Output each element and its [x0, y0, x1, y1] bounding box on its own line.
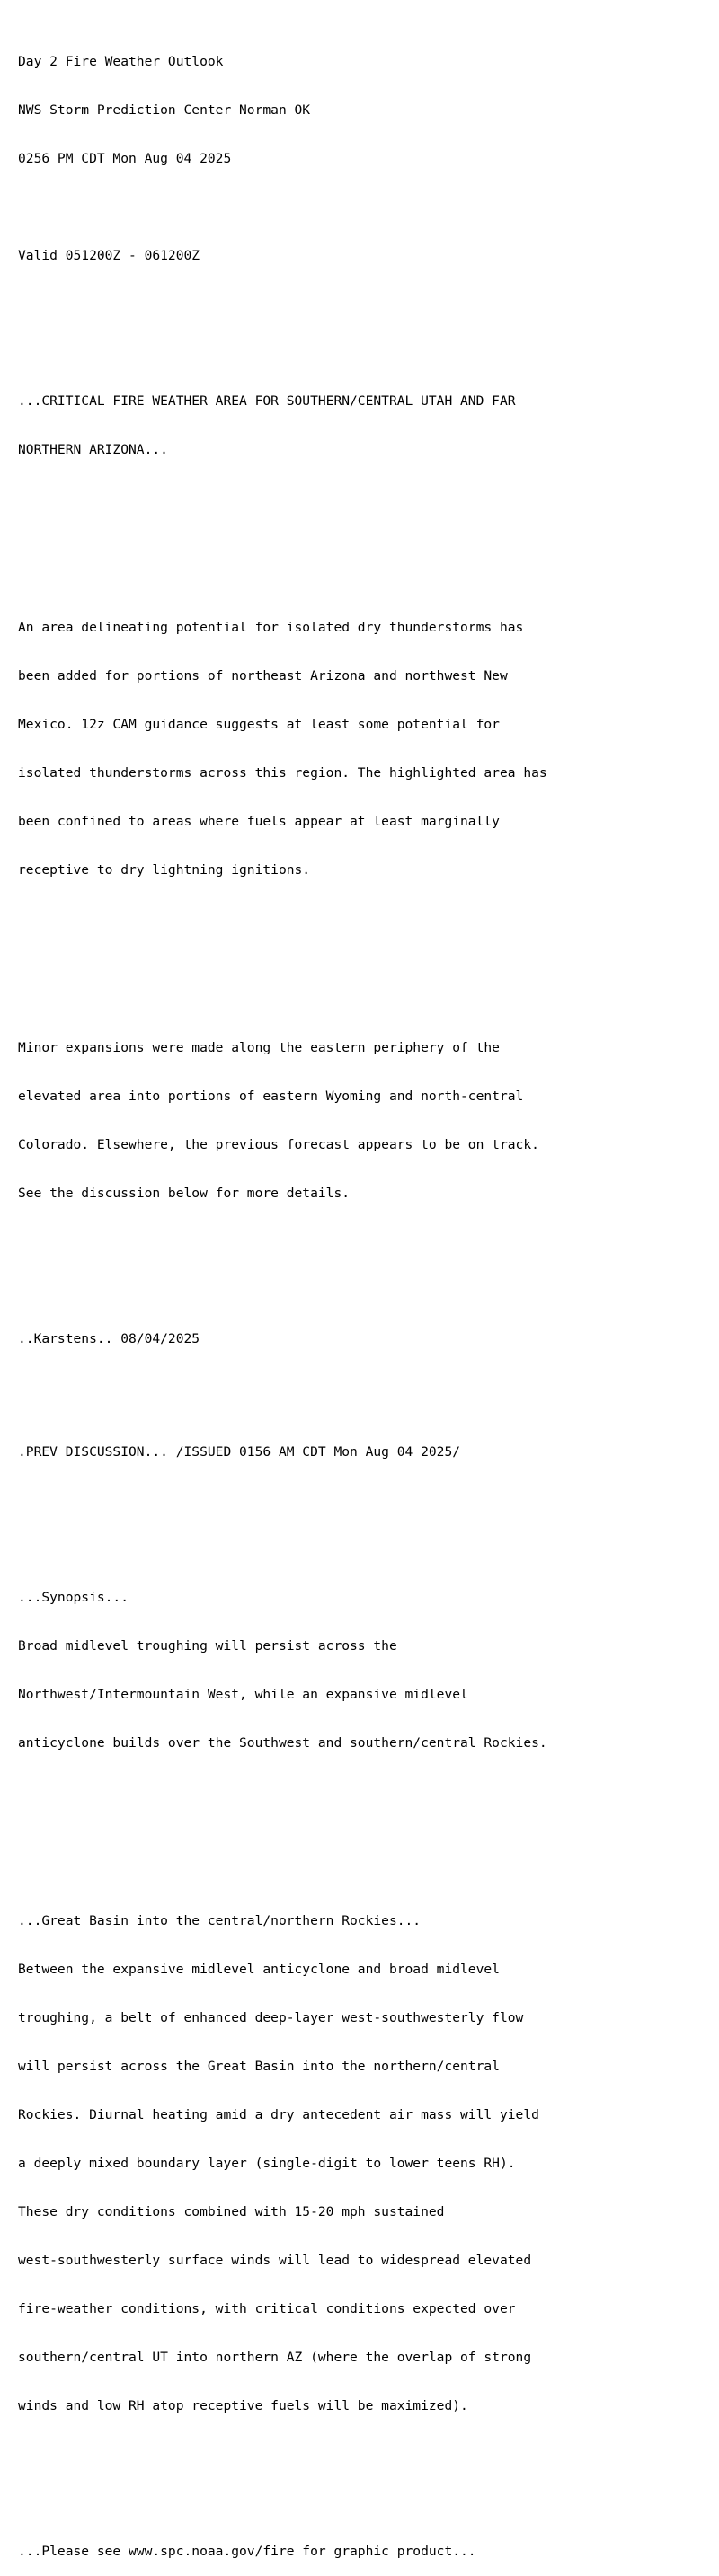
paragraph-line: Rockies. Diurnal heating amid a dry antecedent air mass will yield	[18, 2107, 539, 2122]
product-title: Day 2 Fire Weather Outlook	[18, 54, 224, 69]
issuing-office: NWS Storm Prediction Center Norman OK	[18, 102, 311, 118]
paragraph-line: An area delineating potential for isolated dry thunderstorms has	[18, 620, 524, 635]
paragraph-line: Minor expansions were made along the eastern periphery of the	[18, 1040, 500, 1055]
paragraph-line: been confined to areas where fuels appear at least marginally	[18, 814, 500, 829]
paragraph-line: been added for portions of northeast Arizona and northwest New	[18, 668, 508, 684]
section-heading: ...Synopsis...	[18, 1590, 129, 1605]
paragraph-line: Between the expansive midlevel anticyclone and broad midlevel	[18, 1962, 500, 1977]
spacer	[18, 296, 710, 313]
paragraph-line: anticyclone builds over the Southwest and southern/central Rockies.	[18, 1735, 547, 1751]
great-basin-section	[18, 1881, 710, 2447]
paragraph-line: elevated area into portions of eastern Wyoming and north-central	[18, 1089, 524, 1104]
paragraph-line: receptive to dry lightning ignitions.	[18, 862, 311, 878]
paragraph-line: troughing, a belt of enhanced deep-layer west-southwesterly flow	[18, 2010, 524, 2025]
paragraph-line: southern/central UT into northern AZ (where the overlap of strong	[18, 2350, 532, 2365]
spacer	[18, 523, 710, 539]
valid-period: Valid 051200Z - 061200Z	[18, 248, 200, 263]
issue-time: 0256 PM CDT Mon Aug 04 2025	[18, 151, 232, 166]
fire-weather-outlook-text	[18, 22, 710, 2576]
spacer	[18, 1380, 710, 1396]
paragraph-line: Broad midlevel troughing will persist across the	[18, 1638, 397, 1654]
paragraph-line: will persist across the Great Basin into the northern/central	[18, 2059, 500, 2074]
paragraph-line: isolated thunderstorms across this region. The highlighted area has	[18, 765, 547, 781]
paragraph-line: west-southwesterly surface winds will lead to widespread elevated	[18, 2253, 532, 2268]
graphic-product-note: ...Please see www.spc.noaa.gov/fire for graphic product...	[18, 2544, 476, 2559]
spacer	[18, 2479, 710, 2495]
paragraph-line: Northwest/Intermountain West, while an expansive midlevel	[18, 1687, 468, 1702]
paragraph-line: winds and low RH atop receptive fuels will be maximized).	[18, 2398, 468, 2413]
spacer	[18, 1816, 710, 1832]
headline-line: NORTHERN ARIZONA...	[18, 442, 168, 457]
update-paragraph-1	[18, 587, 710, 911]
spacer	[18, 199, 710, 216]
prev-discussion-header: .PREV DISCUSSION... /ISSUED 0156 AM CDT Mon Aug 04 2025/	[18, 1444, 461, 1460]
paragraph-line: Colorado. Elsewhere, the previous forecast appears to be on track.	[18, 1137, 539, 1152]
critical-area-headline	[18, 361, 710, 490]
paragraph-line: a deeply mixed boundary layer (single-digit to lower teens RH).	[18, 2156, 516, 2171]
headline-line: ...CRITICAL FIRE WEATHER AREA FOR SOUTHERN/CENTRAL UTAH AND FAR	[18, 393, 516, 409]
forecaster-signature: ..Karstens.. 08/04/2025	[18, 1331, 200, 1346]
synopsis-section	[18, 1557, 710, 1784]
update-paragraph-2	[18, 1008, 710, 1234]
paragraph-line: Mexico. 12z CAM guidance suggests at least some potential for	[18, 717, 500, 732]
section-heading: ...Great Basin into the central/northern Rockies...	[18, 1913, 422, 1928]
spacer	[18, 1493, 710, 1509]
paragraph-line: fire-weather conditions, with critical conditions expected over	[18, 2301, 516, 2316]
paragraph-line: See the discussion below for more details.	[18, 1186, 351, 1201]
spacer	[18, 943, 710, 959]
spacer	[18, 1266, 710, 1283]
paragraph-line: These dry conditions combined with 15-20 mph sustained	[18, 2204, 445, 2219]
